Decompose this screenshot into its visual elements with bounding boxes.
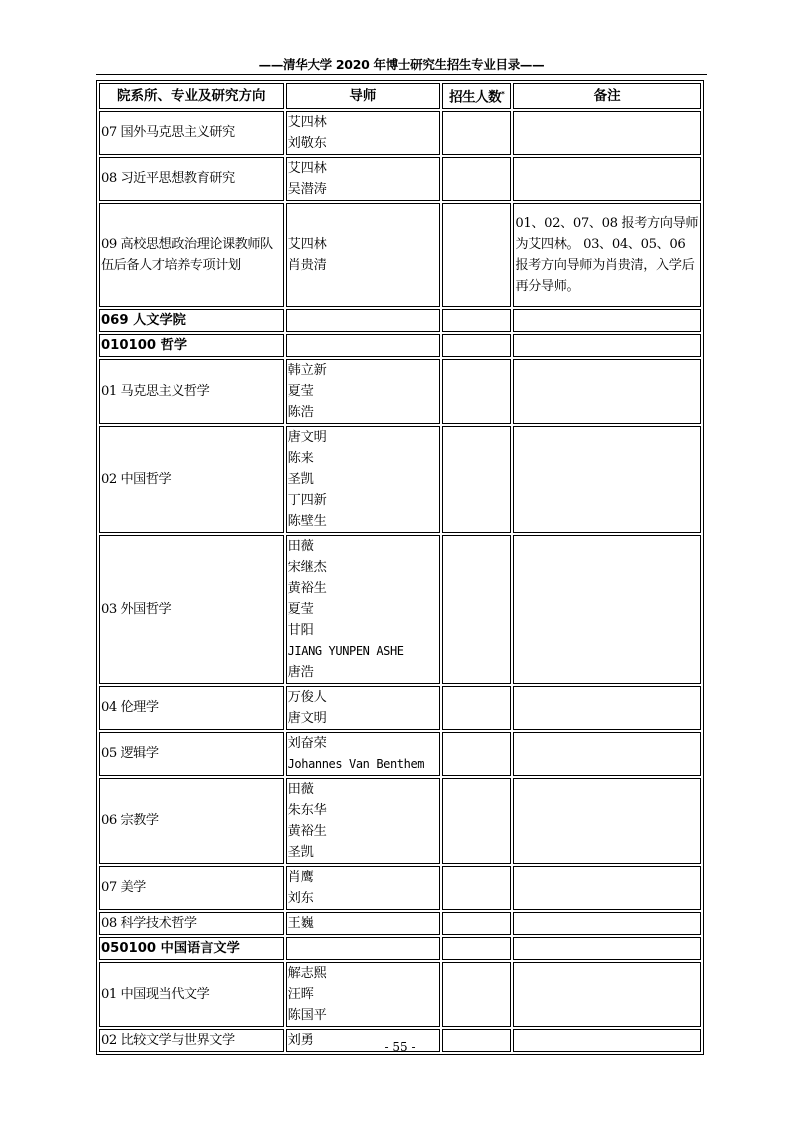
remarks (513, 111, 701, 155)
remarks (513, 912, 701, 935)
empty-cell (286, 309, 441, 332)
remarks (513, 866, 701, 910)
remarks (513, 157, 701, 201)
table-row (99, 962, 701, 1027)
column-header-department: 院系所、专业及研究方向 (99, 83, 284, 109)
column-header-advisor: 导师 (286, 83, 441, 109)
advisor-name: 唐文明 (287, 429, 327, 445)
advisor-name: 王巍 (287, 915, 314, 931)
column-header-enrollment (442, 83, 511, 109)
advisor-name: 黄裕生 (287, 823, 327, 839)
empty-cell (442, 309, 511, 332)
advisor-list (286, 111, 441, 155)
section-row (99, 334, 701, 357)
advisor-list (286, 732, 441, 776)
page-number: - 55 - (384, 1040, 416, 1054)
column-header-remarks: 备注 (513, 83, 701, 109)
advisor-list (286, 912, 441, 935)
advisor-list (286, 359, 441, 424)
remarks (513, 426, 701, 533)
advisor-name: 肖鹰 (287, 869, 314, 885)
column-header-enrollment-label: 招生人数 (449, 89, 502, 106)
advisor-name: 田薇 (287, 538, 314, 554)
advisor-name: 陈壁生 (287, 513, 327, 529)
research-direction: 02 比较文学与世界文学 (99, 1029, 284, 1052)
advisor-name: 圣凯 (287, 844, 314, 860)
advisor-list (286, 866, 441, 910)
admissions-catalog-table (96, 80, 704, 1055)
enrollment-count (442, 426, 511, 533)
advisor-name: 韩立新 (287, 362, 327, 378)
advisor-list (286, 157, 441, 201)
enrollment-count (442, 778, 511, 864)
enrollment-count (442, 912, 511, 935)
empty-cell (442, 334, 511, 357)
advisor-name: 甘阳 (287, 622, 314, 638)
advisor-name: Johannes Van Benthem (287, 756, 425, 771)
table-row (99, 157, 701, 201)
advisor-list (286, 962, 441, 1027)
advisor-name: 宋继杰 (287, 559, 327, 575)
research-direction: 01 马克思主义哲学 (99, 359, 284, 424)
empty-cell (513, 309, 701, 332)
advisor-name: 刘奋荣 (287, 735, 327, 751)
advisor-name: 夏莹 (287, 601, 314, 617)
advisor-name: 艾四林 (287, 114, 327, 130)
research-direction: 07 美学 (99, 866, 284, 910)
advisor-name: 田薇 (287, 781, 314, 797)
table-row (99, 535, 701, 684)
research-direction: 05 逻辑学 (99, 732, 284, 776)
advisor-name: 刘敬东 (287, 135, 327, 151)
table-row (99, 426, 701, 533)
table-header-row (99, 83, 701, 109)
empty-cell (286, 334, 441, 357)
table-row (99, 778, 701, 864)
advisor-list (286, 686, 441, 730)
advisor-name: 陈浩 (287, 404, 314, 420)
advisor-name: 刘勇 (287, 1032, 314, 1048)
research-direction: 02 中国哲学 (99, 426, 284, 533)
footnote-mark: * (501, 90, 505, 98)
advisor-name: 汪晖 (287, 986, 314, 1002)
research-direction: 03 外国哲学 (99, 535, 284, 684)
advisor-name: 陈国平 (287, 1007, 327, 1023)
table-row (99, 732, 701, 776)
remarks (513, 359, 701, 424)
advisor-name: 艾四林 (287, 160, 327, 176)
enrollment-count (442, 866, 511, 910)
advisor-list (286, 535, 441, 684)
research-direction: 08 习近平思想教育研究 (99, 157, 284, 201)
advisor-name: 万俊人 (287, 689, 327, 705)
remarks (513, 535, 701, 684)
advisor-list (286, 426, 441, 533)
research-direction: 07 国外马克思主义研究 (99, 111, 284, 155)
enrollment-count (442, 686, 511, 730)
page-header: ——清华大学 2020 年博士研究生招生专业目录—— (258, 57, 545, 72)
table-row (99, 203, 701, 307)
advisor-name: 解志熙 (287, 965, 327, 981)
advisor-name: 陈来 (287, 450, 314, 466)
table-body (99, 111, 701, 1052)
advisor-list (286, 778, 441, 864)
table-row (99, 686, 701, 730)
advisor-name: 黄裕生 (287, 580, 327, 596)
advisor-name: 肖贵清 (287, 257, 327, 273)
table-row (99, 912, 701, 935)
advisor-name: JIANG YUNPEN ASHE (287, 643, 404, 658)
advisor-name: 唐浩 (287, 664, 314, 680)
advisor-name: 吴潜涛 (287, 181, 327, 197)
remarks (513, 962, 701, 1027)
table-row (99, 866, 701, 910)
research-direction: 04 伦理学 (99, 686, 284, 730)
empty-cell (513, 334, 701, 357)
advisor-name: 丁四新 (287, 492, 327, 508)
advisor-name: 唐文明 (287, 710, 327, 726)
enrollment-count (442, 203, 511, 307)
section-title: 069 人文学院 (99, 309, 284, 332)
advisor-list (286, 203, 441, 307)
empty-cell (286, 937, 441, 960)
research-direction: 01 中国现当代文学 (99, 962, 284, 1027)
advisor-name: 圣凯 (287, 471, 314, 487)
remarks (513, 732, 701, 776)
remarks (513, 686, 701, 730)
remarks (513, 778, 701, 864)
enrollment-count (442, 157, 511, 201)
research-direction: 09 高校思想政治理论课教师队伍后备人才培养专项计划 (99, 203, 284, 307)
enrollment-count (442, 359, 511, 424)
empty-cell (442, 937, 511, 960)
header-rule (96, 74, 707, 75)
section-title: 050100 中国语言文学 (99, 937, 284, 960)
table-row (99, 359, 701, 424)
research-direction: 08 科学技术哲学 (99, 912, 284, 935)
enrollment-count (442, 111, 511, 155)
advisor-name: 艾四林 (287, 236, 327, 252)
enrollment-count (442, 732, 511, 776)
research-direction: 06 宗教学 (99, 778, 284, 864)
advisor-name: 夏莹 (287, 383, 314, 399)
enrollment-count (442, 535, 511, 684)
remarks: 01、02、07、08 报考方向导师为艾四林。 03、04、05、06 报考方向导师为肖贵清，入学后再分导师。 (513, 203, 701, 307)
advisor-name: 刘东 (287, 890, 314, 906)
section-title: 010100 哲学 (99, 334, 284, 357)
enrollment-count (442, 962, 511, 1027)
section-row (99, 309, 701, 332)
section-row (99, 937, 701, 960)
table-row (99, 111, 701, 155)
empty-cell (513, 937, 701, 960)
advisor-name: 朱东华 (287, 802, 327, 818)
